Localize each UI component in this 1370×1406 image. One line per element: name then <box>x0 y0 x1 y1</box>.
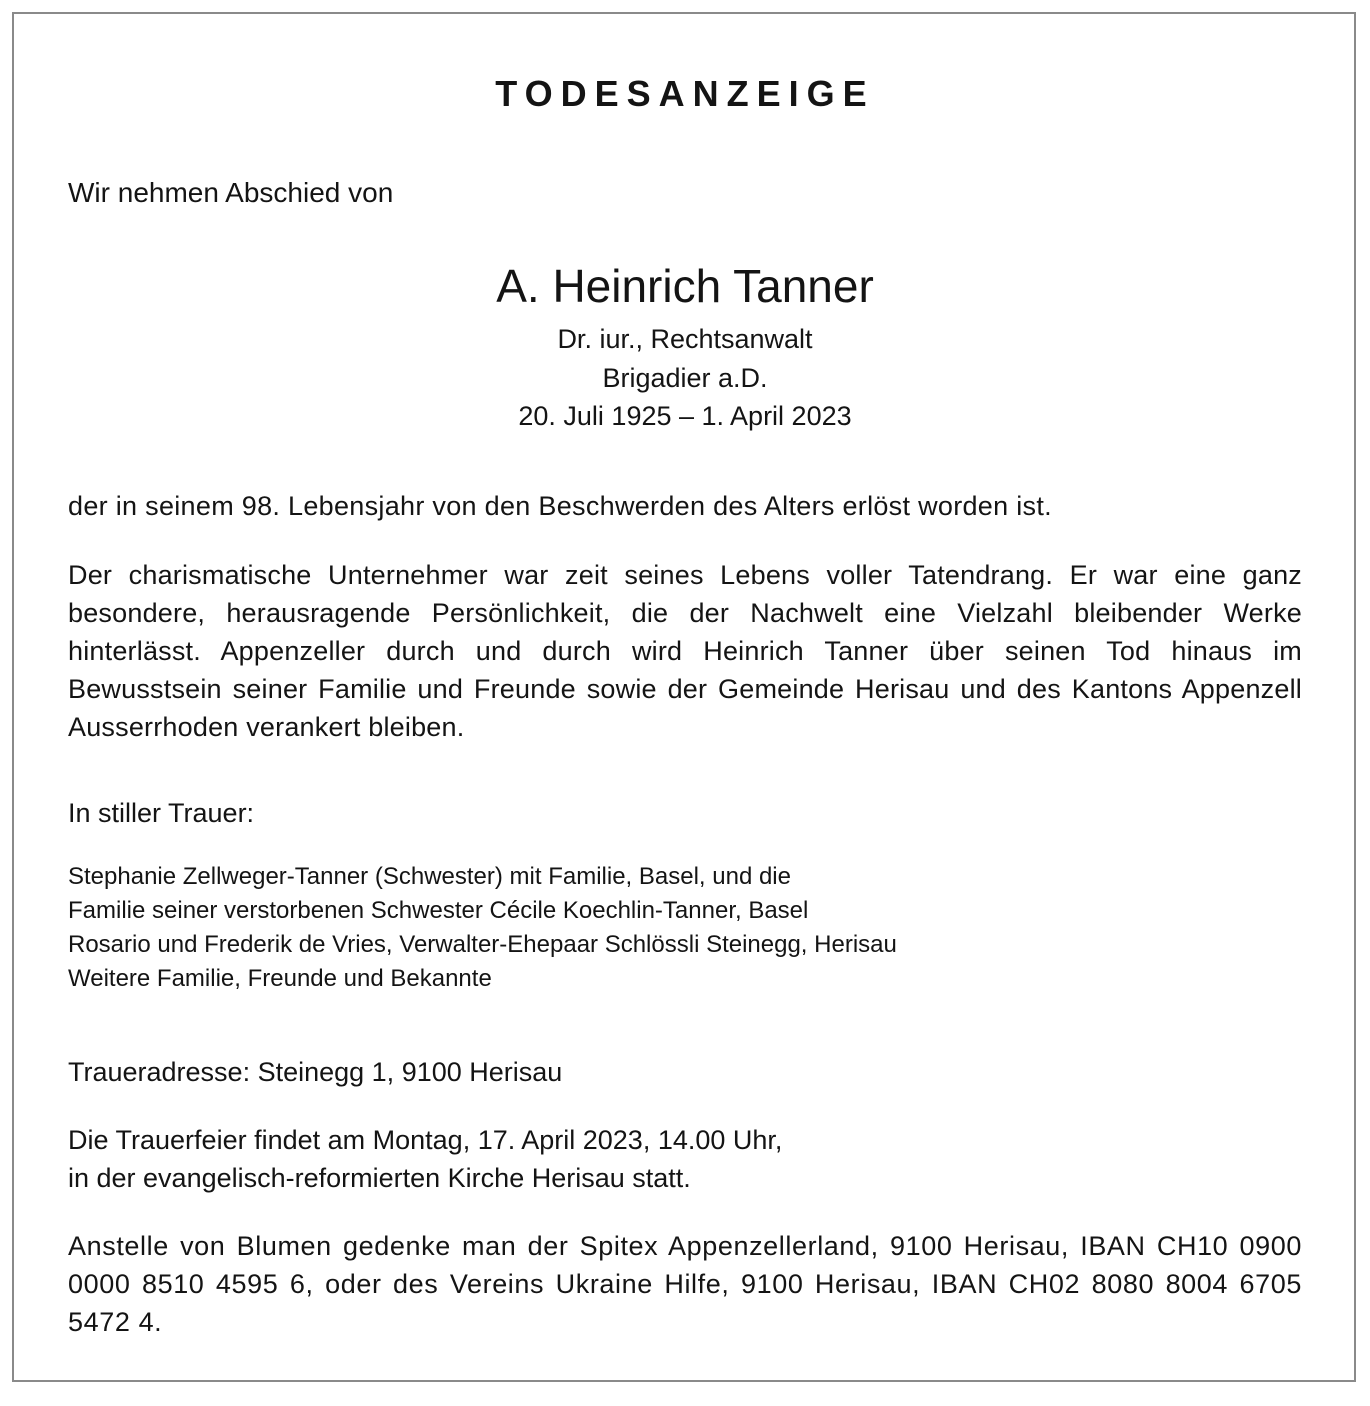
service-info <box>68 1121 782 1197</box>
mourners-list <box>68 860 897 996</box>
mourning-address: Traueradresse: Steinegg 1, 9100 Herisau <box>68 1057 563 1087</box>
list-item: Weitere Familie, Freunde und Bekannte <box>68 965 492 992</box>
deceased-title: Dr. iur., Rechtsanwalt <box>557 324 813 354</box>
deceased-name: A. Heinrich Tanner <box>496 260 874 312</box>
deceased-rank: Brigadier a.D. <box>602 363 768 393</box>
deceased-dates: 20. Juli 1925 – 1. April 2023 <box>518 401 852 431</box>
list-item: Stephanie Zellweger-Tanner (Schwester) mit Familie, Basel, und die <box>68 863 791 890</box>
passing-text: der in seinem 98. Lebensjahr von den Beschwerden des Alters erlöst worden ist. <box>68 491 1052 521</box>
service-line-2: in der evangelisch-reformierten Kirche Herisau statt. <box>68 1163 691 1193</box>
list-item: Rosario und Frederik de Vries, Verwalter-Ehepaar Schlössli Steinegg, Herisau <box>68 931 897 958</box>
intro-text: Wir nehmen Abschied von <box>68 177 394 208</box>
mourning-label: In stiller Trauer: <box>68 798 255 828</box>
list-item: Familie seiner verstorbenen Schwester Cécile Koechlin-Tanner, Basel <box>68 897 809 924</box>
donation-paragraph: Anstelle von Blumen gedenke man der Spitex Appenzellerland, 9100 Herisau, IBAN CH10 0900 0000 8510 4595 6, oder des Vereins Ukraine Hilfe, 9100 Herisau, IBAN CH02 8080 8004 6705 5472 4. <box>68 1231 1302 1337</box>
service-line-1: Die Trauerfeier findet am Montag, 17. April 2023, 14.00 Uhr, <box>68 1125 783 1155</box>
tribute-paragraph: Der charismatische Unternehmer war zeit seines Lebens voller Tatendrang. Er war eine ganz besondere, herausragende Persönlichkeit, die der Nachwelt eine Vielzahl bleibender Werke hinterlässt. Appenzeller durch und durch wird Heinrich Tanner über seinen Tod hinaus im Bewusstsein seiner Familie und Freunde sowie der Gemeinde Herisau und des Kantons Appenzell Ausserrhoden verankert bleiben. <box>68 560 1302 742</box>
notice-heading: TODESANZEIGE <box>495 73 875 114</box>
